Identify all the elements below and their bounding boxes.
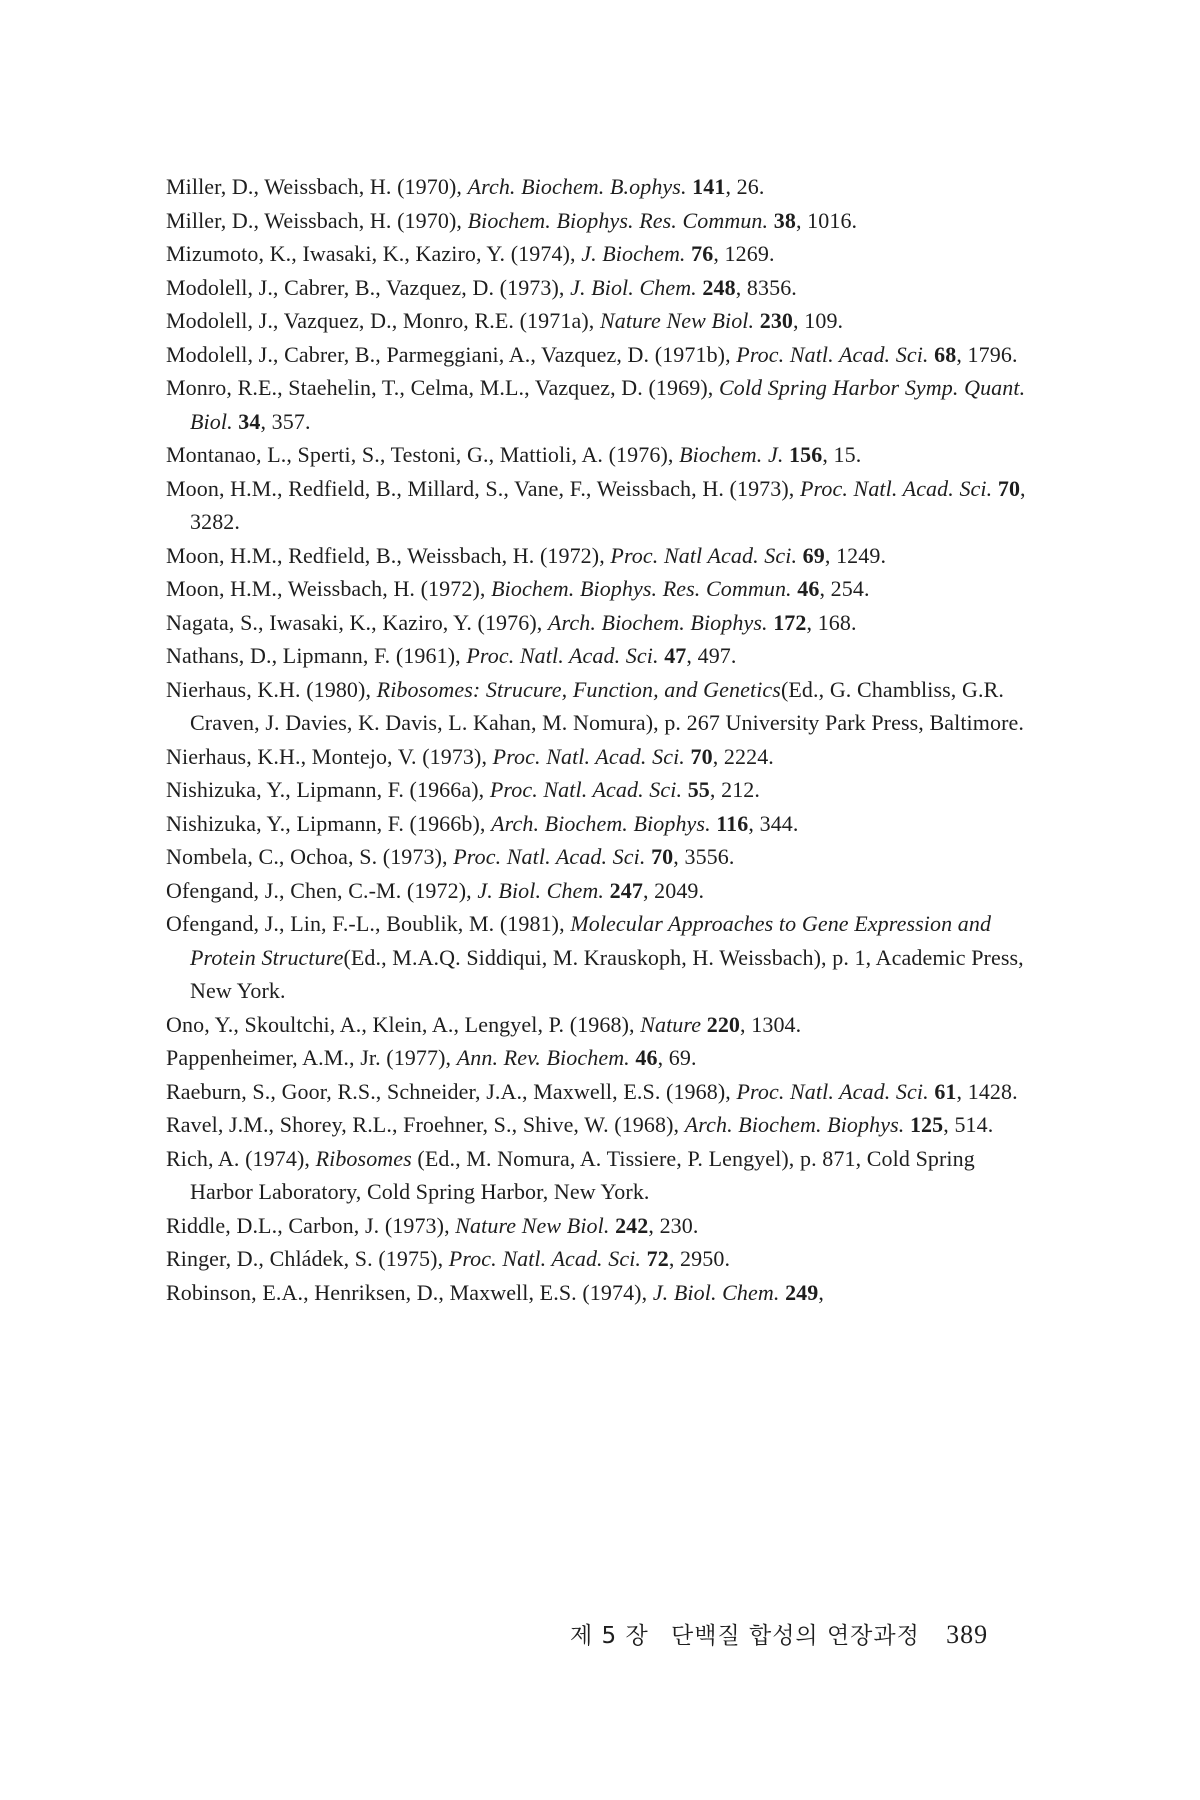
reference-pages: , 1269. (713, 241, 775, 266)
reference-authors: Nagata, S., Iwasaki, K., Kaziro, Y. (1976), (166, 609, 548, 635)
reference-journal: Biochem. J. (679, 442, 784, 467)
reference-volume: 220 (706, 1011, 741, 1037)
reference-journal: Molecular Approaches to Gene Expression and Protein Structure (190, 911, 992, 970)
reference-authors: Nishizuka, Y., Lipmann, F. (1966a), (166, 777, 490, 802)
reference-entry (166, 606, 1036, 640)
reference-journal: J. Biol. Chem. (570, 274, 697, 300)
reference-entry (166, 1008, 1036, 1042)
footer-chapter-title: 단백질 합성의 연장과정 (671, 1623, 920, 1649)
reference-volume: 61 (934, 1078, 957, 1104)
reference-pages: , 3282. (190, 475, 1026, 534)
reference-volume: 70 (997, 475, 1021, 501)
reference-authors: Robinson, E.A., Henriksen, D., Maxwell, E.S. (1974), (166, 1279, 653, 1305)
reference-volume: 247 (609, 877, 643, 903)
reference-journal: Proc. Natl. Acad. Sci. (453, 844, 646, 869)
reference-pages: , 254. (819, 576, 870, 601)
reference-entry (166, 1108, 1036, 1142)
reference-entry (166, 338, 1036, 372)
reference-journal: Nature (640, 1011, 702, 1037)
reference-journal: Biochem. Biophys. Res. Commun. (491, 576, 792, 601)
reference-entry (166, 237, 1036, 271)
reference-volume: 70 (651, 844, 674, 869)
reference-journal: J. Biochem. (581, 241, 686, 266)
reference-entry (166, 304, 1036, 338)
page-footer (570, 1620, 988, 1651)
reference-journal: Proc. Natl. Acad. Sci. (492, 743, 685, 769)
reference-volume: 46 (797, 576, 820, 601)
reference-pages: , 1016. (795, 207, 858, 233)
reference-authors: Modolell, J., Cabrer, B., Vazquez, D. (1973), (166, 274, 571, 300)
reference-entry (166, 1075, 1036, 1109)
reference-volume: 38 (773, 207, 796, 233)
reference-authors: Ofengand, J., Chen, C.-M. (1972), (166, 877, 478, 903)
reference-pages: , 2950. (668, 1246, 731, 1271)
reference-entry (166, 1142, 1036, 1209)
reference-authors: Moon, H.M., Redfield, B., Millard, S., Vane, F., Weissbach, H. (1973), (166, 475, 800, 501)
reference-pages: , 497. (686, 643, 737, 668)
reference-volume: 47 (664, 643, 687, 668)
reference-entry (166, 740, 1036, 774)
reference-volume: 172 (773, 609, 807, 635)
reference-pages: , 1796. (956, 341, 1018, 367)
reference-journal: Proc. Natl. Acad. Sci. (489, 777, 683, 802)
reference-pages: , 26. (725, 174, 765, 199)
reference-journal: Nature New Biol. (455, 1212, 610, 1238)
reference-entry (166, 271, 1036, 305)
reference-entry (166, 907, 1036, 1008)
reference-journal: Arch. Biochem. Biophys. (491, 810, 711, 836)
reference-journal: Proc. Natl. Acad. Sci. (800, 475, 993, 501)
reference-pages: , 1304. (740, 1011, 802, 1037)
reference-volume: 70 (690, 743, 713, 769)
reference-entry (166, 204, 1036, 238)
reference-entry (166, 1242, 1036, 1276)
reference-authors: Moon, H.M., Redfield, B., Weissbach, H. (1972), (166, 542, 611, 568)
reference-journal: Arch. Biochem. Biophys. (684, 1112, 905, 1137)
reference-volume: 76 (691, 241, 714, 266)
reference-pages: , 1428. (956, 1078, 1018, 1104)
reference-pages: (Ed., M. Nomura, A. Tissiere, P. Lengyel), p. 871, Cold Spring Harbor Laboratory, Cold Spring Harbor, New York. (190, 1145, 975, 1204)
reference-entry (166, 371, 1036, 438)
reference-entry (166, 840, 1036, 874)
reference-volume: 34 (238, 408, 261, 434)
reference-entry (166, 1209, 1036, 1243)
reference-journal: Arch. Biochem. B.ophys. (467, 174, 687, 199)
reference-authors: Monro, R.E., Staehelin, T., Celma, M.L., Vazquez, D. (1969), (166, 375, 719, 400)
reference-volume: 249 (785, 1279, 819, 1305)
reference-journal: J. Biol. Chem. (652, 1279, 780, 1305)
reference-journal: Proc. Natl. Acad. Sci. (466, 643, 659, 668)
reference-journal: Proc. Natl. Acad. Sci. (736, 1078, 929, 1104)
reference-volume: 156 (789, 442, 823, 467)
reference-list (166, 170, 1036, 1309)
reference-authors: Ravel, J.M., Shorey, R.L., Froehner, S., Shive, W. (1968), (166, 1112, 685, 1137)
reference-pages: , 168. (806, 609, 857, 635)
reference-pages: (Ed., G. Chambliss, G.R. Craven, J. Davies, K. Davis, L. Kahan, M. Nomura), p. 267 University Park Press, Baltimore. (190, 676, 1024, 735)
reference-journal: Arch. Biochem. Biophys. (547, 609, 768, 635)
reference-journal: Proc. Natl. Acad. Sci. (448, 1246, 642, 1271)
reference-authors: Nombela, C., Ochoa, S. (1973), (166, 844, 454, 869)
reference-pages: , 1249. (824, 542, 887, 568)
reference-authors: Modolell, J., Cabrer, B., Parmeggiani, A., Vazquez, D. (1971b), (166, 341, 737, 367)
reference-entry (166, 773, 1036, 807)
reference-journal: Ribosomes: Strucure, Function, and Genetics (376, 676, 781, 702)
reference-authors: Montanao, L., Sperti, S., Testoni, G., Mattioli, A. (1976), (166, 442, 680, 467)
reference-journal: Ann. Rev. Biochem. (456, 1045, 630, 1070)
reference-volume: 46 (635, 1045, 658, 1070)
reference-volume: 230 (759, 308, 794, 333)
reference-volume: 55 (687, 777, 710, 802)
reference-volume: 141 (692, 174, 726, 199)
reference-entry (166, 539, 1036, 573)
reference-volume: 68 (934, 341, 957, 367)
reference-entry (166, 1276, 1036, 1310)
footer-chapter: 제 5 장 (570, 1623, 649, 1649)
reference-authors: Nierhaus, K.H. (1980), (166, 676, 377, 702)
reference-entry (166, 1041, 1036, 1075)
reference-journal: Cold Spring Harbor Symp. Quant. Biol. (190, 375, 1026, 434)
reference-entry (166, 572, 1036, 606)
reference-journal: J. Biol. Chem. (477, 877, 605, 903)
reference-pages: , 357. (260, 408, 311, 434)
reference-volume: 116 (716, 810, 749, 836)
reference-pages: , 344. (748, 810, 799, 836)
reference-entry (166, 807, 1036, 841)
reference-entry (166, 874, 1036, 908)
reference-pages: , 8356. (735, 274, 797, 300)
reference-authors: Miller, D., Weissbach, H. (1970), (166, 207, 468, 233)
reference-pages: , 514. (943, 1112, 994, 1137)
reference-authors: Nathans, D., Lipmann, F. (1961), (166, 643, 467, 668)
reference-pages: , (818, 1279, 824, 1305)
page-number: 389 (946, 1620, 989, 1649)
reference-volume: 72 (646, 1246, 669, 1271)
reference-entry (166, 438, 1036, 472)
reference-authors: Ofengand, J., Lin, F.-L., Boublik, M. (1981), (166, 911, 571, 936)
reference-authors: Ono, Y., Skoultchi, A., Klein, A., Lengyel, P. (1968), (166, 1011, 641, 1037)
reference-volume: 242 (615, 1212, 649, 1238)
reference-entry (166, 170, 1036, 204)
reference-pages: , 15. (822, 442, 862, 467)
reference-pages: , 230. (648, 1212, 699, 1238)
reference-journal: Proc. Natl Acad. Sci. (610, 542, 798, 568)
reference-authors: Riddle, D.L., Carbon, J. (1973), (166, 1212, 456, 1238)
reference-authors: Raeburn, S., Goor, R.S., Schneider, J.A., Maxwell, E.S. (1968), (166, 1078, 737, 1104)
reference-authors: Rich, A. (1974), (166, 1145, 316, 1171)
reference-pages: , 2224. (712, 743, 774, 769)
reference-journal: Nature New Biol. (599, 308, 755, 333)
reference-pages: , 109. (793, 308, 844, 333)
reference-authors: Mizumoto, K., Iwasaki, K., Kaziro, Y. (1974), (166, 241, 582, 266)
reference-authors: Pappenheimer, A.M., Jr. (1977), (166, 1045, 457, 1070)
reference-journal: Proc. Natl. Acad. Sci. (736, 341, 929, 367)
reference-pages: (Ed., M.A.Q. Siddiqui, M. Krauskoph, H. Weissbach), p. 1, Academic Press, New York. (190, 944, 1024, 1003)
reference-pages: , 69. (657, 1045, 697, 1070)
reference-entry (166, 472, 1036, 539)
reference-volume: 69 (802, 542, 825, 568)
reference-journal: Ribosomes (315, 1145, 412, 1171)
reference-entry (166, 673, 1036, 740)
reference-authors: Ringer, D., Chládek, S. (1975), (166, 1246, 449, 1271)
reference-pages: , 3556. (673, 844, 735, 869)
reference-entry (166, 639, 1036, 673)
reference-pages: , 2049. (642, 877, 705, 903)
reference-journal: Biochem. Biophys. Res. Commun. (467, 207, 769, 233)
reference-volume: 248 (702, 274, 736, 300)
reference-authors: Nishizuka, Y., Lipmann, F. (1966b), (166, 810, 492, 836)
reference-authors: Miller, D., Weissbach, H. (1970), (166, 174, 468, 199)
reference-authors: Modolell, J., Vazquez, D., Monro, R.E. (1971a), (166, 308, 600, 333)
reference-authors: Nierhaus, K.H., Montejo, V. (1973), (166, 743, 493, 769)
reference-volume: 125 (909, 1112, 944, 1137)
reference-pages: , 212. (709, 777, 761, 802)
reference-authors: Moon, H.M., Weissbach, H. (1972), (166, 576, 492, 601)
